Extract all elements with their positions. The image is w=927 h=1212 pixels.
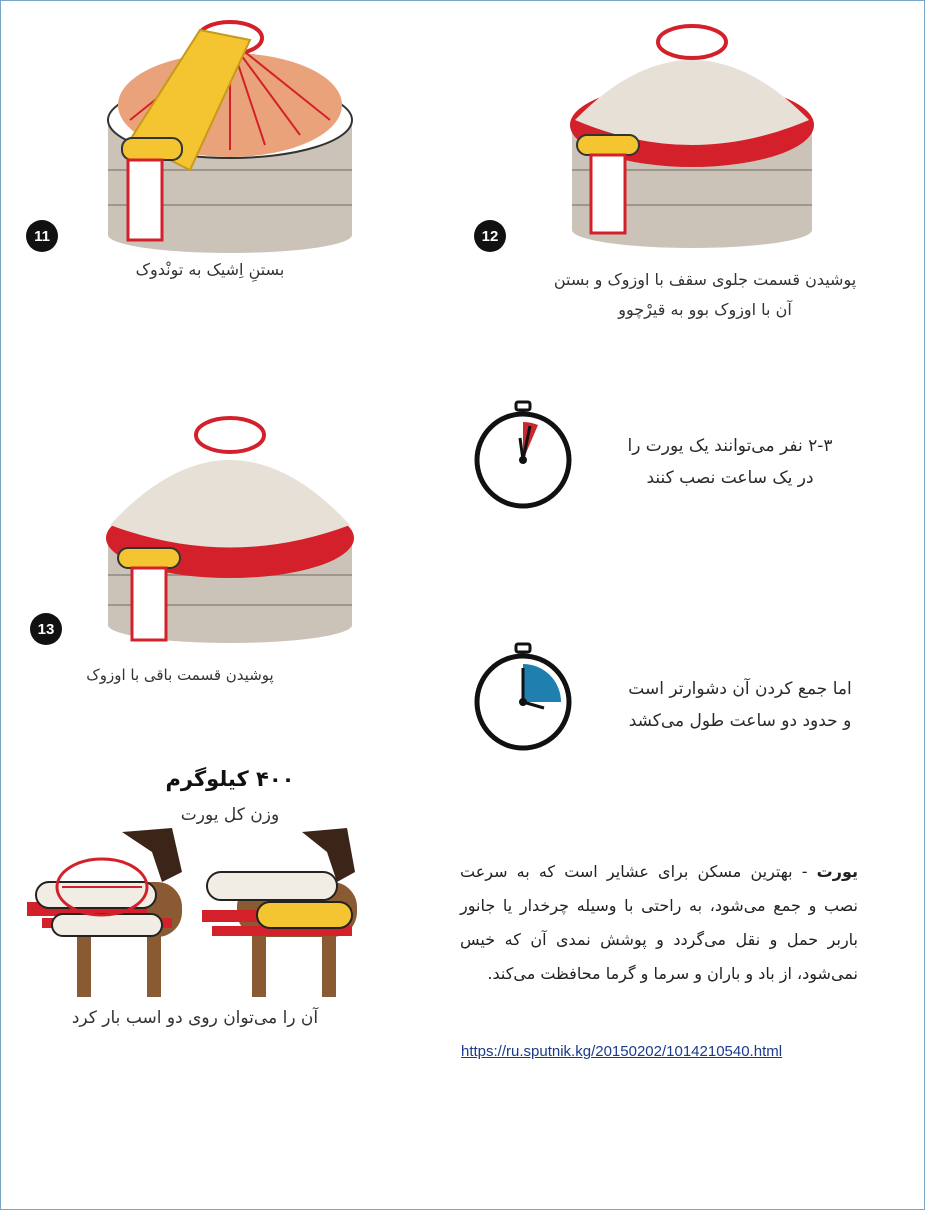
horses-with-yurt-illustration xyxy=(22,822,362,1002)
step-11-caption: بستنِ اِشیک به تونْدوک xyxy=(135,260,285,279)
yurt-step-12-illustration xyxy=(565,10,820,250)
assembly-timer-icon xyxy=(472,400,574,512)
step-12-caption-line-1: پوشیدن قسمت جلوی سقف با اوزوک و بستن xyxy=(553,270,857,289)
source-link[interactable]: https://ru.sputnik.kg/20150202/1014210540.html xyxy=(461,1043,783,1060)
weight-value: ۴۰۰ کیلوگرم xyxy=(165,767,295,791)
yurt-description xyxy=(460,855,858,991)
step-number-12: 12 xyxy=(474,220,506,252)
disassembly-time-line-1: اما جمع کردن آن دشوارتر است xyxy=(628,679,852,699)
horse-left xyxy=(27,828,182,997)
step-number-11: 11 xyxy=(26,220,58,252)
assembly-time-line-1: ۲-۳ نفر می‌توانند یک یورت را xyxy=(627,436,833,456)
step-12-caption-line-2: آن با اوزوک بوو به قیرْچوو xyxy=(618,300,792,319)
assembly-time-text xyxy=(600,430,860,494)
yurt-description-text: - بهترین مسکن برای عشایر است که به سرعت نصب و جمع می‌شود، به راحتی با وسیله چرخدار یا جانور باربر حمل و نقل می‌گردد و پوشش نمدی آن که خیس نمی‌شود، از باد و باران و سرما و گرما محافظت می‌کند. xyxy=(460,862,858,983)
assembly-time-line-2: در یک ساعت نصب کنند xyxy=(646,468,814,488)
step-13-caption: پوشیدن قسمت باقی با اوزوک xyxy=(86,666,274,684)
horses-caption: آن را می‌توان روی دو اسب بار کرد xyxy=(71,1008,319,1028)
yurt-term: یورت xyxy=(816,862,858,881)
disassembly-timer-icon xyxy=(472,642,574,754)
step-12-caption xyxy=(530,265,880,325)
weight-label: وزن کل یورت xyxy=(180,805,280,825)
horse-right xyxy=(202,828,357,997)
disassembly-time-line-2: و حدود دو ساعت طول می‌کشد xyxy=(628,711,852,731)
disassembly-time-text xyxy=(605,673,875,737)
step-number-13: 13 xyxy=(30,613,62,645)
yurt-step-13-illustration xyxy=(100,400,360,645)
yurt-step-11-illustration xyxy=(100,10,360,255)
